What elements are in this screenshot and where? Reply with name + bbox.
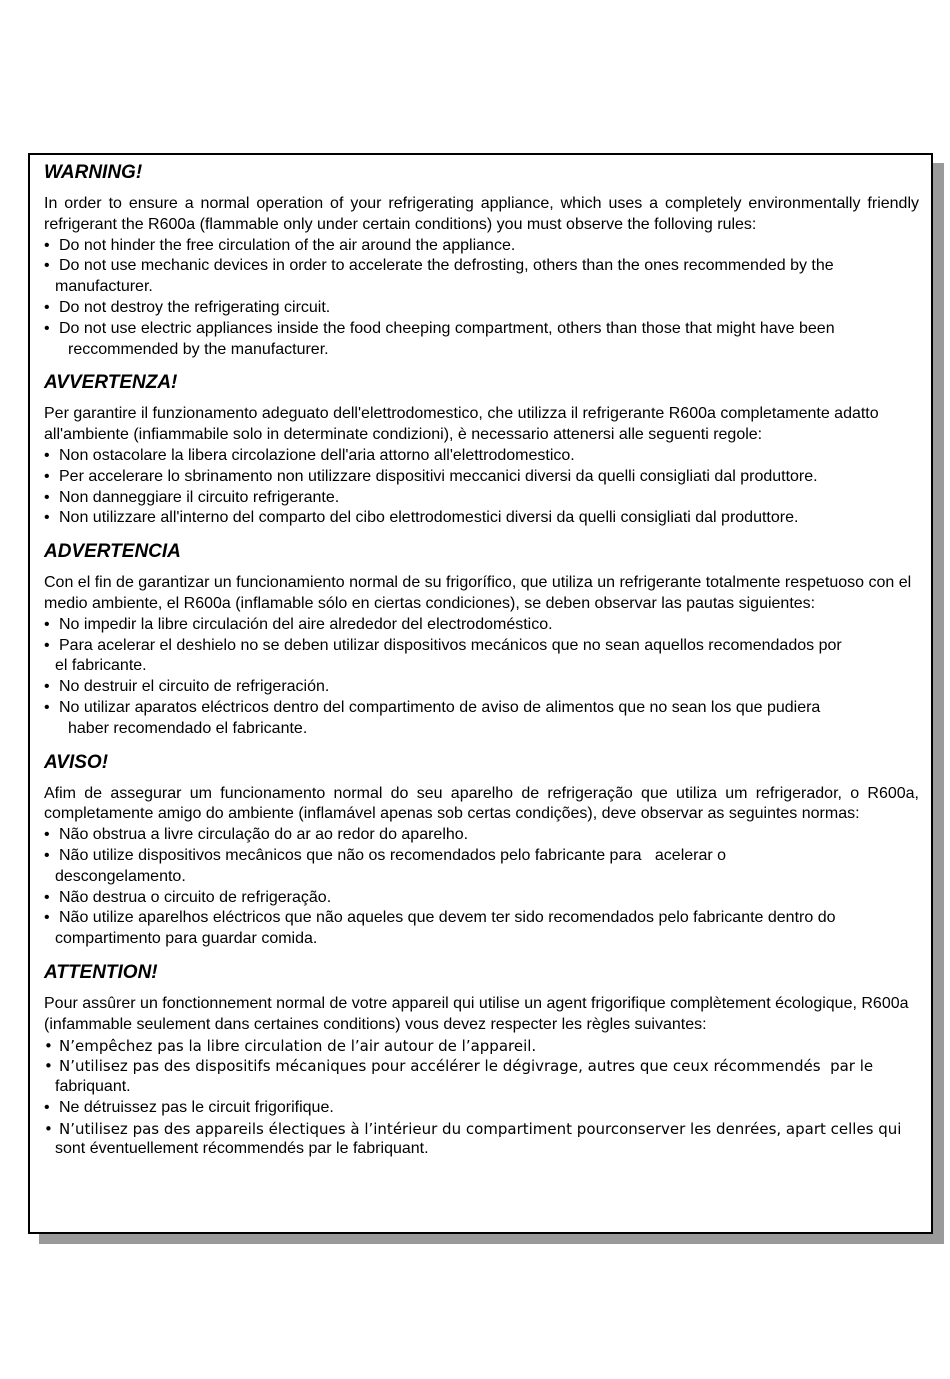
bullet-icon: •: [44, 888, 50, 906]
section-heading: AVISO!: [44, 751, 109, 773]
bullet-icon: •: [44, 236, 50, 254]
bullet-icon: •: [44, 909, 50, 927]
list-item: • Não destrua o circuito de refrigeração.: [44, 888, 919, 909]
bullet-icon: •: [44, 257, 50, 275]
rules-list: [44, 615, 919, 740]
warning-box: [28, 153, 933, 1234]
bullet-icon: •: [44, 698, 50, 716]
bullet-icon: •: [44, 467, 50, 485]
bullet-icon: •: [44, 1119, 53, 1138]
bullet-icon: •: [44, 1057, 53, 1076]
bullet-icon: •: [44, 488, 50, 506]
list-item: • N’utilisez pas des appareils électiques à l’intérieur du compartiment pourconserver les denrées, apart celles qui sont éventuellement récommendés par le fabriquant.: [44, 1119, 902, 1158]
section-spanish: [44, 539, 919, 739]
section-heading: WARNING!: [44, 162, 143, 183]
list-item: • Non danneggiare il circuito refrigerante.: [44, 488, 919, 509]
rules-list: [44, 446, 919, 529]
list-item: • Para acelerar el deshielo no se deben utilizar dispositivos mecánicos que no sean aquellos recomendados por el fabricante.: [44, 636, 842, 675]
section-heading: ADVERTENCIA: [44, 541, 181, 563]
bullet-icon: •: [44, 636, 50, 654]
bullet-icon: •: [44, 615, 50, 633]
section-heading: AVVERTENZA!: [44, 372, 178, 394]
section-portuguese: [44, 750, 919, 950]
list-item: • No impedir la libre circulación del aire alrededor del electrodoméstico.: [44, 615, 919, 636]
rules-list: [44, 1036, 919, 1161]
list-item: • Não utilize dispositivos mecânicos que não os recomendados pelo fabricante para acelerar o descongelamento.: [44, 846, 727, 885]
section-french: [44, 960, 919, 1160]
bullet-icon: •: [44, 1098, 50, 1116]
bullet-icon: •: [44, 1036, 53, 1055]
list-item: • Não obstrua a livre circulação do ar ao redor do aparelho.: [44, 825, 919, 846]
list-item: • Do not use electric appliances inside the food cheeping compartment, others than those that might have been reccommended by the manufacturer.: [44, 319, 835, 358]
list-item: • Do not hinder the free circulation of the air around the appliance.: [44, 236, 919, 257]
section-heading: ATTENTION!: [44, 961, 158, 983]
rules-list: [44, 236, 919, 361]
list-item: • Do not use mechanic devices in order to accelerate the defrosting, others than the ones recommended by the manufacturer.: [44, 257, 834, 296]
bullet-icon: •: [44, 446, 50, 464]
list-item: • N’empêchez pas la libre circulation de l’air autour de l’appareil.: [44, 1036, 537, 1055]
section-italian: [44, 370, 919, 529]
list-item: • Non utilizzare all'interno del comparto del cibo elettrodomestici diversi da quelli consigliati dal produttore.: [44, 508, 919, 529]
section-intro: Per garantire il funzionamento adeguato dell'elettrodomestico, che utilizza il refrigerante R600a completamente adatto all'ambiente (infiammabile solo in determinate condizioni), è necessario attenersi alle seguenti regole:: [44, 405, 879, 444]
list-item: • Do not destroy the refrigerating circuit.: [44, 298, 919, 319]
bullet-icon: •: [44, 319, 50, 337]
bullet-icon: •: [44, 298, 50, 316]
list-item: • N’utilisez pas des dispositifs mécaniques pour accélérer le dégivrage, autres que ceux récommendés par le fabriquant.: [44, 1057, 874, 1096]
list-item: • Não utilize aparelhos eléctricos que não aqueles que devem ter sido recomendados pelo fabricante dentro do compartimento para guardar comida.: [44, 909, 836, 948]
bullet-icon: •: [44, 509, 50, 527]
list-item: • Non ostacolare la libera circolazione dell'aria attorno all'elettrodomestico.: [44, 446, 919, 467]
section-intro: Afim de assegurar um funcionamento normal do seu aparelho de refrigeração que utiliza um refrigerador, o R600a, completamente amigo do ambiente (inflamável apenas sob certas condições), deve observar as seguintes normas:: [44, 784, 919, 823]
list-item: • Per accelerare lo sbrinamento non utilizzare dispositivi meccanici diversi da quelli consigliati dal produttore.: [44, 467, 919, 488]
bullet-icon: •: [44, 846, 50, 864]
section-intro: Pour assûrer un fonctionnement normal de votre appareil qui utilise un agent frigorifique complètement écologique, R600a (infammable seulement dans certaines conditions) vous devez respecter les règles suivantes:: [44, 994, 909, 1033]
list-item: • Ne détruissez pas le circuit frigorifique.: [44, 1098, 919, 1119]
section-english: [44, 160, 919, 360]
bullet-icon: •: [44, 678, 50, 696]
section-intro: In order to ensure a normal operation of your refrigerating appliance, which uses a completely environmentally friendly refrigerant the R600a (flammable only under certain conditions) you must observe the folloving rules:: [44, 195, 919, 233]
rules-list: [44, 825, 919, 950]
list-item: • No utilizar aparatos eléctricos dentro del compartimento de aviso de alimentos que no sean los que pudiera haber recomendado el fabricante.: [44, 698, 821, 737]
list-item: • No destruir el circuito de refrigeración.: [44, 677, 919, 698]
bullet-icon: •: [44, 826, 50, 844]
section-intro: Con el fin de garantizar un funcionamiento normal de su frigorífico, que utiliza un refrigerante totalmente respetuoso con el medio ambiente, el R600a (inflamable sólo en ciertas condiciones), se deben observar las pautas siguientes:: [44, 574, 912, 612]
